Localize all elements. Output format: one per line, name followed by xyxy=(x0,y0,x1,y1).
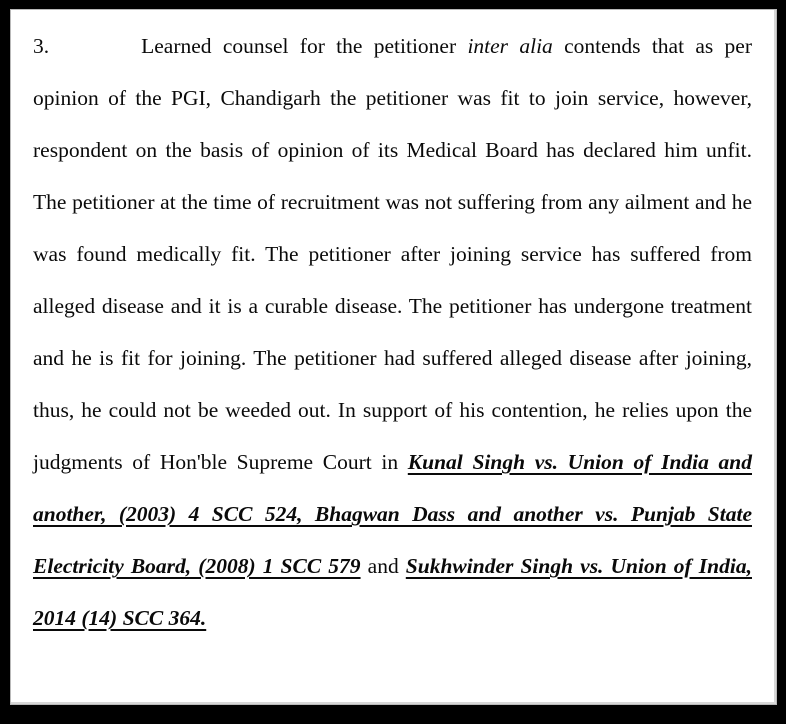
text-segment-normal: contends that as per opinion of the PGI, Chandigarh the petitioner was fit to join service, however, respondent on the basis of opinion of its Medical Board has declared him unfit. The petitioner at the time of recruitment was not suffering from any ailment and he was found medically fit. The petitioner after joining service has suffered from alleged disease and it is a curable disease. The petitioner has undergone treatment and he is fit for joining. The petitioner had suffered alleged disease after joining, thus, he could not be weeded out. In support of his contention, he relies upon the judgments of Hon'ble Supreme Court in xyxy=(33,34,753,474)
text-segment-bold-italic-underline: Sukhwinder Singh vs. Union of India, 2014 (14) SCC 364. xyxy=(33,554,752,630)
text-segment-normal: and xyxy=(360,554,406,578)
paragraph-number: 3. xyxy=(33,34,50,58)
text-segment-italic: inter alia xyxy=(467,34,553,58)
text-segment-normal: Learned counsel for the petitioner xyxy=(141,34,468,58)
paragraph-3 xyxy=(33,20,752,644)
text-segment-bold-italic-underline: Kunal Singh vs. Union of India and another, (2003) 4 SCC 524, Bhagwan Dass and another vs. Punjab State Electricity Board, (2008) 1 SCC 579 xyxy=(33,450,752,578)
document-page xyxy=(10,9,777,705)
paragraph-text xyxy=(33,34,752,630)
